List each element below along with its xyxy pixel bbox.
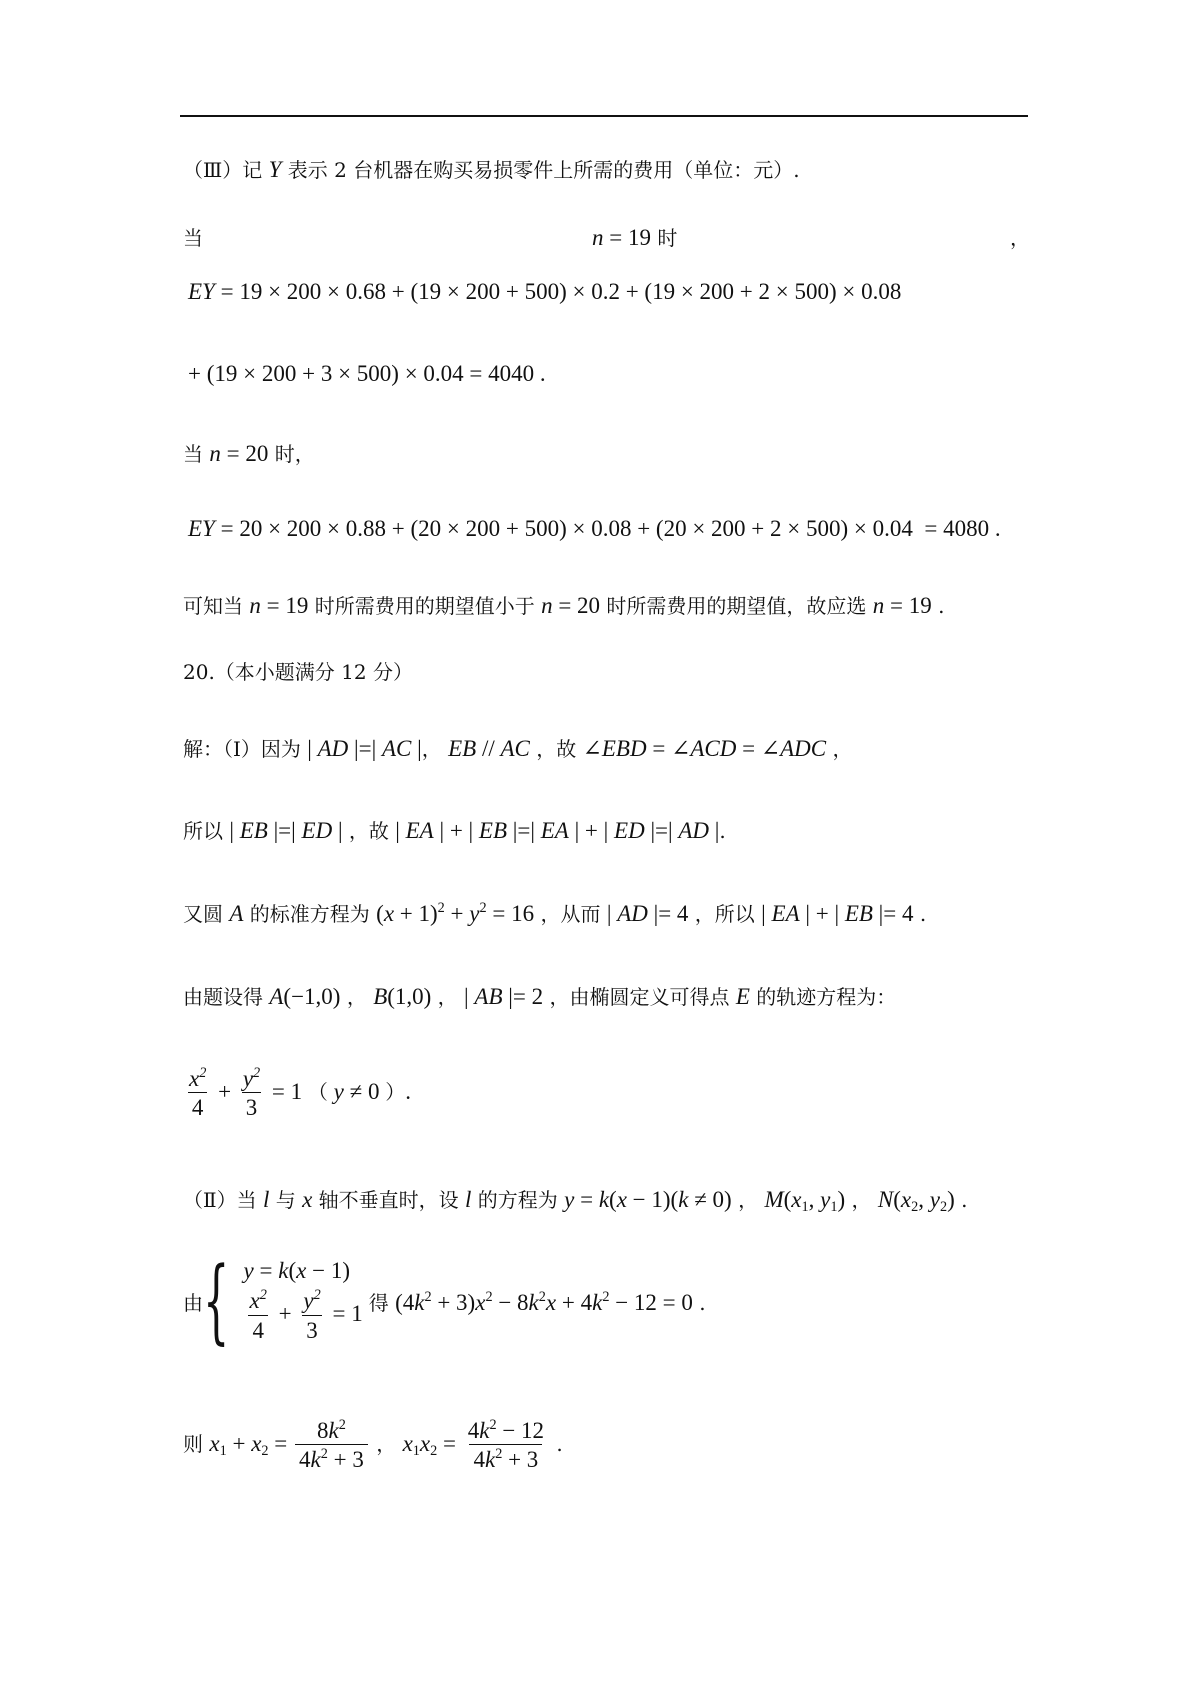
q20-heading: 20.（本小题满分 12 分） [183, 660, 413, 684]
system-result: 得 $(4k^2 + 3)x^2 - 8k^2x + 4k^2 - 12 = 0$ . [368, 1288, 706, 1315]
system-prefix: 由 [183, 1290, 203, 1315]
q20-line4: 由题设得 A(−1,0) ， B(1,0) ， | AB |= 2 ，由椭圆定义可得点 E 的轨迹方程为： [183, 984, 897, 1009]
part2-line: （Ⅱ）当 l 与 x 轴不垂直时，设 l 的方程为 y = k(x − 1)(k ≠ 0) ， $M(x_1$, $y_1$) ， $N(x_2$, $y_2$) . [183, 1187, 968, 1215]
ey19-line1: EY = 19 × 200 × 0.68 + (19 × 200 + 500) × 0.2 + (19 × 200 + 2 × 500) × 0.08 [188, 279, 902, 304]
header-rule [180, 115, 1028, 117]
q20-line1: 解：（Ⅰ）因为 | AD |=| AC |， EB // AC ，故 ∠EBD = ∠ACD = ∠ADC ， [183, 736, 853, 761]
when-label: 当 [183, 226, 203, 250]
part3-intro: （Ⅲ）记 Y 表示 2 台机器在购买易损零件上所需的费用（单位：元）. [183, 157, 800, 182]
fraction-x2-over-4: $\frac{x^2}{4}$ [189, 1065, 207, 1121]
q20-line2: 所以 | EB |=| ED | ，故 | EA | + | EB |=| EA | + | ED |=| AD |. [183, 818, 726, 843]
left-brace: { [203, 1247, 230, 1354]
equation-system [183, 1247, 706, 1354]
when-condition: n = 19 时 [592, 225, 678, 250]
q20-line3: 又圆 A 的标准方程为 $(x + 1)^2 + y^2 = 16$ ，从而 | AD |= 4 ，所以 | EA | + | EB |= 4 . [183, 900, 927, 926]
when-comma: ， [1010, 226, 1030, 250]
ey19-line2: + (19 × 200 + 3 × 500) × 0.04 = 4040 . [188, 361, 546, 386]
vieta-line: 则 $x_1 + x_2$ = $\frac{8k^2}{4k^2 + 3}$ ， $x_1x_2$ = $\frac{4k^2 - 12}{4k^2 + 3}$ . [183, 1417, 563, 1473]
conclusion-line: 可知当 n = 19 时所需费用的期望值小于 n = 20 时所需费用的期望值，故应选 n = 19 . [183, 593, 945, 618]
ey20-line: EY = 20 × 200 × 0.88 + (20 × 200 + 500) × 0.08 + (20 × 200 + 2 × 500) × 0.04 = 4080 . [188, 516, 1001, 541]
fraction-y2-over-3: $\frac{y^2}{3}$ [242, 1065, 261, 1121]
system-eq1: y = k(x − 1) [243, 1258, 350, 1284]
system-eq2: $\frac{x^2}{4}$ + $\frac{y^2}{3}$ = 1 [249, 1287, 363, 1343]
ellipse-equation: $\frac{x^2}{4}$ + $\frac{y^2}{3}$ = 1 （ y ≠ 0 ）. [183, 1066, 411, 1122]
when20-line: 当 n = 20 时， [183, 441, 315, 466]
